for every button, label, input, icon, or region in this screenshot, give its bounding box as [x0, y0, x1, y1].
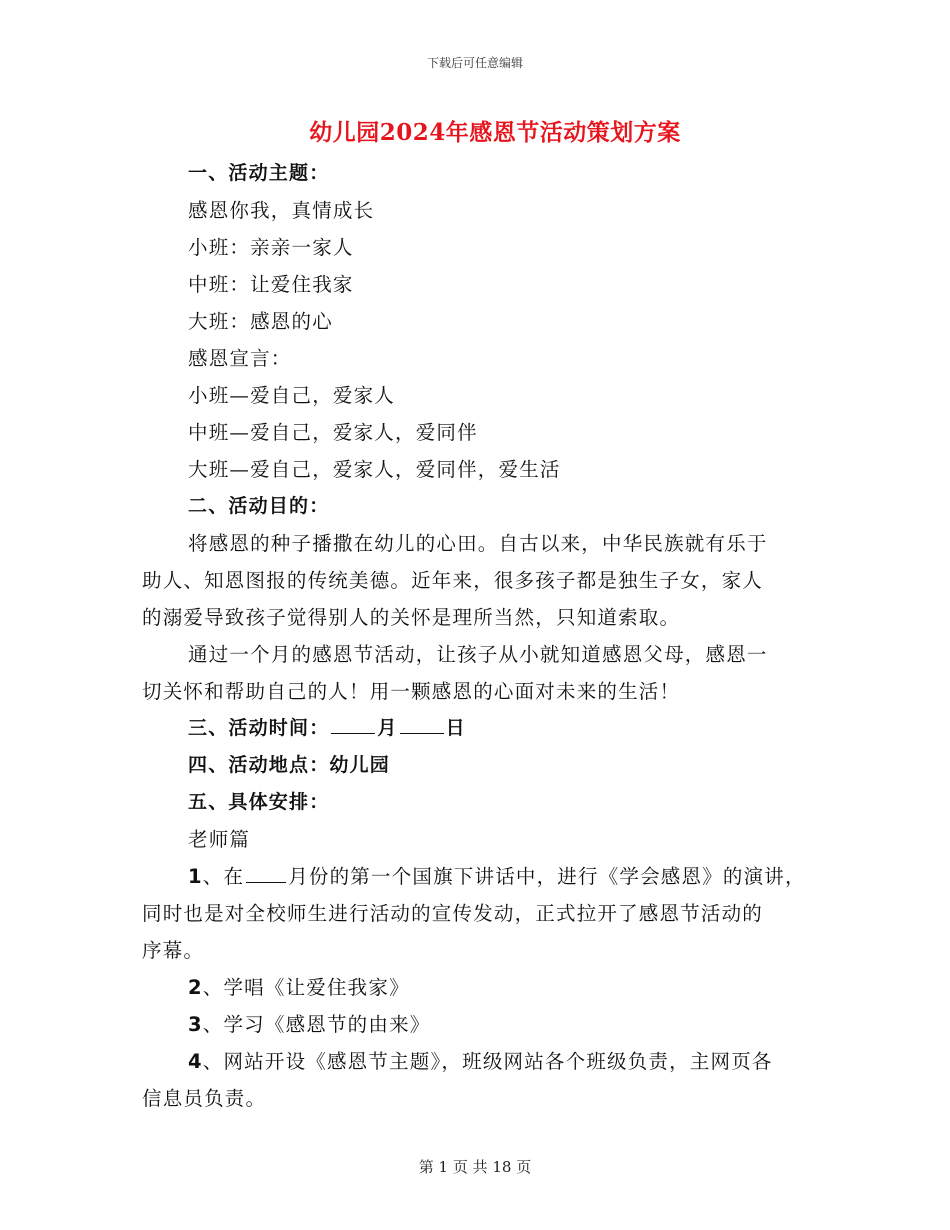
- section3-heading-row: [188, 713, 466, 740]
- section1-line: 大班—爱自己，爱家人，爱同伴，爱生活: [188, 458, 561, 481]
- section4-heading: 四、活动地点：幼儿园: [188, 754, 391, 776]
- item4-number: 4: [188, 1050, 203, 1073]
- section2-para2-line: 通过一个月的感恩节活动，让孩子从小就知道感恩父母，感恩一: [188, 643, 768, 666]
- item1-blank: [246, 881, 286, 883]
- section2-para1-line: 助人、知恩图报的传统美德。近年来，很多孩子都是独生子女，家人: [142, 569, 764, 592]
- section2-para1-line: 的溺爱导致孩子觉得别人的关怀是理所当然，只知道索取。: [142, 606, 681, 629]
- section1-line: 感恩你我，真情成长: [188, 199, 375, 222]
- item4-line: [188, 1046, 773, 1074]
- item4-line2: 信息员负责。: [142, 1087, 267, 1110]
- item2-number: 2: [188, 976, 203, 999]
- item1-post: 月份的第一个国旗下讲话中，进行《学会感恩》的演讲，: [288, 865, 806, 888]
- day-blank: [400, 732, 444, 734]
- section1-line: 中班—爱自己，爱家人，爱同伴: [188, 421, 478, 444]
- item1-line3: 序幕。: [142, 939, 205, 962]
- month-blank: [331, 732, 375, 734]
- item2-line: [188, 972, 410, 1000]
- item1-pre: 、在: [202, 865, 245, 888]
- section1-line: 大班：感恩的心: [188, 310, 333, 333]
- section2-para1-line: 将感恩的种子播撒在幼儿的心田。自古以来，中华民族就有乐于: [188, 532, 768, 555]
- item1-number: 1: [188, 865, 203, 888]
- section1-line: 中班：让爱住我家: [188, 273, 354, 296]
- section5-heading: 五、具体安排：: [188, 791, 330, 813]
- section1-line: 感恩宣言：: [188, 347, 292, 370]
- section2-para2-line: 切关怀和帮助自己的人！用一颗感恩的心面对未来的生活！: [142, 680, 681, 703]
- section1-line: 小班—爱自己，爱家人: [188, 384, 396, 407]
- item1-line2: 同时也是对全校师生进行活动的宣传发动，正式拉开了感恩节活动的: [142, 902, 764, 925]
- item3-line: [188, 1009, 430, 1037]
- section1-heading: 一、活动主题：: [188, 162, 330, 184]
- day-label: 日: [445, 717, 466, 739]
- section1-line: 小班：亲亲一家人: [188, 236, 354, 259]
- section3-heading: 三、活动时间：: [188, 717, 330, 739]
- header-note: 下载后可任意编辑: [426, 56, 523, 70]
- document-title: 幼儿园2024年感恩节活动策划方案: [309, 119, 681, 146]
- section2-heading: 二、活动目的：: [188, 495, 330, 517]
- item1-line: [188, 861, 806, 889]
- item3-text: 、学习《感恩节的由来》: [202, 1013, 431, 1036]
- item4-text: 、网站开设《感恩节主题》，班级网站各个班级负责，主网页各: [202, 1050, 773, 1073]
- item3-number: 3: [188, 1013, 203, 1036]
- item2-text: 、学唱《让爱住我家》: [202, 976, 410, 999]
- page-footer: 第 1 页 共 18 页: [418, 1158, 532, 1176]
- section5-sub: 老师篇: [188, 828, 251, 851]
- month-label: 月: [377, 717, 398, 739]
